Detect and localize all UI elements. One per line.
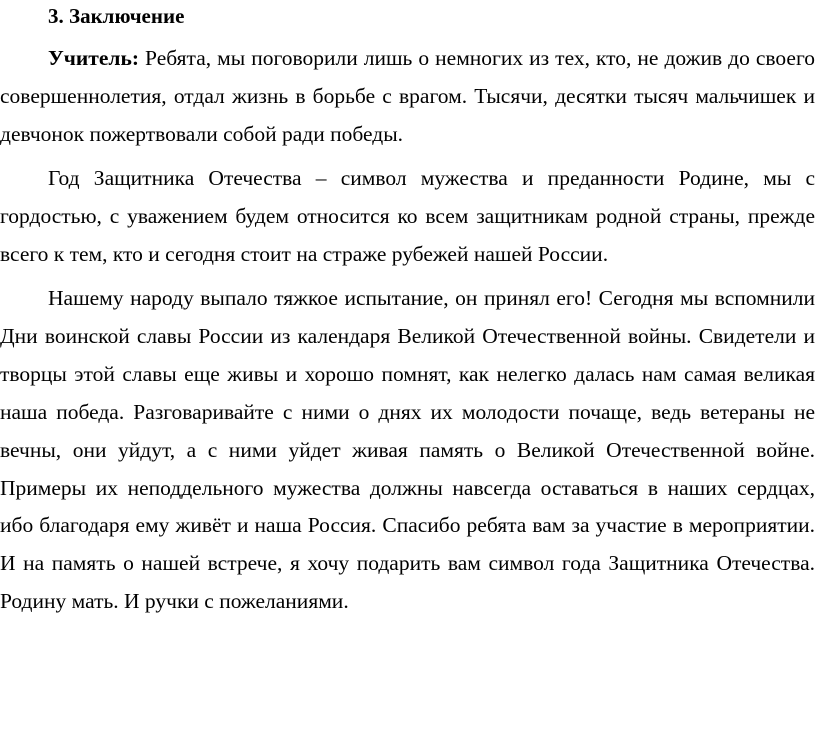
paragraph-text: Нашему народу выпало тяжкое испытание, он принял его! Сегодня мы вспомнили Дни воинской славы России из календаря Великой Отечественной войны. Свидетели и творцы этой славы еще живы и хорошо помнят, как нелегко далась нам самая великая наша победа. Разговаривайте с ними о днях их молодости почаще, ведь ветераны не вечны, они уйдут, а с ними уйдет живая память о Великой Отечественной войне. Примеры их неподдельного мужества должны навсегда оставаться в наших сердцах, ибо благодаря ему живёт и наша Россия. Спасибо ребята вам за участие в мероприятии. И на память о нашей встрече, я хочу подарить вам символ года Защитника Отечества. Родину мать. И ручки с пожеланиями. [0,286,815,614]
paragraph-conclusion [0,280,815,621]
speaker-label: Учитель: [48,46,139,70]
section-heading: 3. Заключение [48,4,185,28]
paragraph-text: Ребята, мы поговорили лишь о немногих из тех, кто, не дожив до своего совершеннолетия, отдал жизнь в борьбе с врагом. Тысячи, десятки тысяч мальчишек и девчонок пожертвовали собой ради победы. [0,46,815,146]
paragraph-defender-year [0,160,815,274]
paragraph-teacher-intro [0,40,815,154]
paragraph-text: Год Защитника Отечества – символ мужества и преданности Родине, мы с гордостью, с уважением будем относится ко всем защитникам родной страны, прежде всего к тем, кто и сегодня стоит на страже рубежей нашей России. [0,166,815,266]
